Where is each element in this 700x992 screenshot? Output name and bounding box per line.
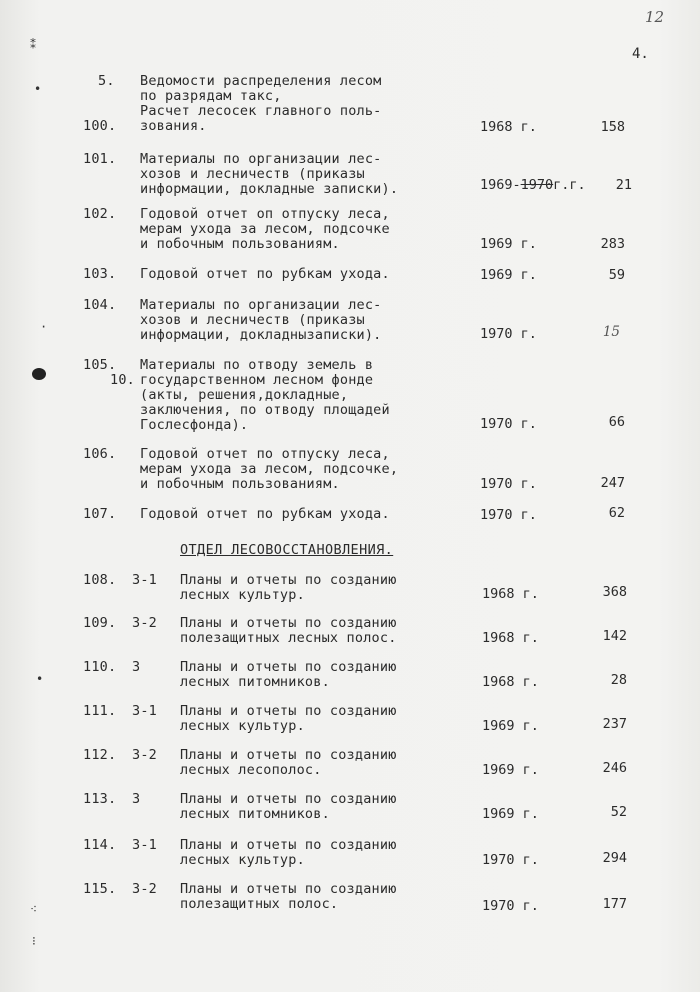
item-description: Планы и отчеты по созданию лесных культур. [180,837,397,868]
margin-mark: ⁖ [30,902,38,916]
page-number: 4. [632,46,649,62]
item-number: 103. [83,266,117,282]
item-code: З-1 [132,703,157,719]
item-description: Материалы по организации лес- хозов и лесничеств (приказы информации, докладнызаписки). [140,297,382,343]
item-number: 102. [83,206,117,222]
item-code: З-1 [132,837,157,853]
item-year: 1969 г. [480,236,537,252]
margin-mark: ⁝ [32,934,36,948]
item-description: Расчет лесосек главного поль- зования. [140,103,382,134]
item-year: 1968 г. [482,630,539,646]
item-code: З [132,659,141,675]
item-year: 1970 г. [480,507,537,523]
item-number: 107. [83,506,117,522]
item-year: 1970 г. [482,852,539,868]
item-description: Планы и отчеты по созданию лесных лесополос. [180,747,397,778]
item-number: 104. [83,297,117,313]
item-number: 109. [83,615,117,631]
item-description: Планы и отчеты по созданию лесных питомников. [180,659,397,690]
margin-mark: • [36,672,44,686]
item-count: 66 [608,414,625,430]
item-description: Планы и отчеты по созданию лесных культур. [180,703,397,734]
item-count: 28 [610,672,627,688]
item-description: Планы и отчеты по созданию лесных культур. [180,572,397,603]
item-count: 237 [602,716,627,732]
item-description: Ведомости распределения лесом по разрядам такс, [140,73,382,104]
item-count: 294 [602,850,627,866]
item-count: 177 [602,896,627,912]
item-count: 283 [600,236,625,252]
item-year: 1969 г. [482,762,539,778]
item-number: 114. [83,837,117,853]
handwritten-archive-number: 12 [645,8,665,26]
margin-mark: · [40,320,48,334]
item-number: 113. [83,791,117,807]
item-number: 115. [83,881,117,897]
item-count: 158 [600,119,625,135]
item-count: 247 [600,475,625,491]
margin-mark: • [34,82,42,96]
item-count: 368 [602,584,627,600]
item-number: 105. [83,357,117,373]
item-year: 1968 г. [480,119,537,135]
section-heading: ОТДЕЛ ЛЕСОВОССТАНОВЛЕНИЯ. [180,542,394,558]
item-description: Годовой отчет по рубкам ухода. [140,506,390,522]
item-number: 106. [83,446,117,462]
item-year: 1968 г. [482,586,539,602]
item-number: 108. [83,572,117,588]
item-number: 111. [83,703,117,719]
item-count: 59 [608,267,625,283]
item-description: Годовой отчет оп отпуску леса, мерам ухода за лесом, подсочке и побочным пользованиям. [140,206,390,252]
item-count: 62 [608,505,625,521]
item-number-correction: 10. [110,372,135,388]
item-code: З-2 [132,881,157,897]
item-year: 1970 г. [480,476,537,492]
item-year: 1969 г. [482,806,539,822]
item-code: З-2 [132,747,157,763]
item-code: З [132,791,141,807]
item-code: З-1 [132,572,157,588]
margin-mark: ⁑ [30,38,36,52]
item-description: Материалы по организации лес- хозов и лесничеств (приказы информации, докладные записки). [140,151,399,197]
item-year: 1969 г. [480,267,537,283]
punch-hole [32,368,46,380]
item-description: Годовой отчет по отпуску леса, мерам ухода за лесом, подсочке, и побочным пользованиям. [140,446,399,492]
item-count: 52 [610,804,627,820]
item-number: 5. [98,73,115,89]
item-year: 1970 г. [480,416,537,432]
item-count: 15 [602,324,620,340]
item-number: 101. [83,151,117,167]
item-description: Планы и отчеты по созданию полезащитных полос. [180,881,397,912]
item-number: 112. [83,747,117,763]
item-description: Материалы по отводу земель в государственном лесном фонде (акты, решения,докладные, заключения, по отводу площадей Гослесфонда). [140,357,390,433]
item-year: 1970 г. [482,898,539,914]
item-count: 21 [615,177,632,193]
item-description: Годовой отчет по рубкам ухода. [140,266,390,282]
item-code: З-2 [132,615,157,631]
item-year: 1969 г. [482,718,539,734]
item-number: 110. [83,659,117,675]
item-year: 1970 г. [480,326,537,342]
item-year: 1968 г. [482,674,539,690]
item-count: 246 [602,760,627,776]
item-year: 1969-1970г.г. [480,177,586,193]
item-description: Планы и отчеты по созданию полезащитных лесных полос. [180,615,397,646]
item-number: 100. [83,118,117,134]
item-count: 142 [602,628,627,644]
item-description: Планы и отчеты по созданию лесных питомников. [180,791,397,822]
